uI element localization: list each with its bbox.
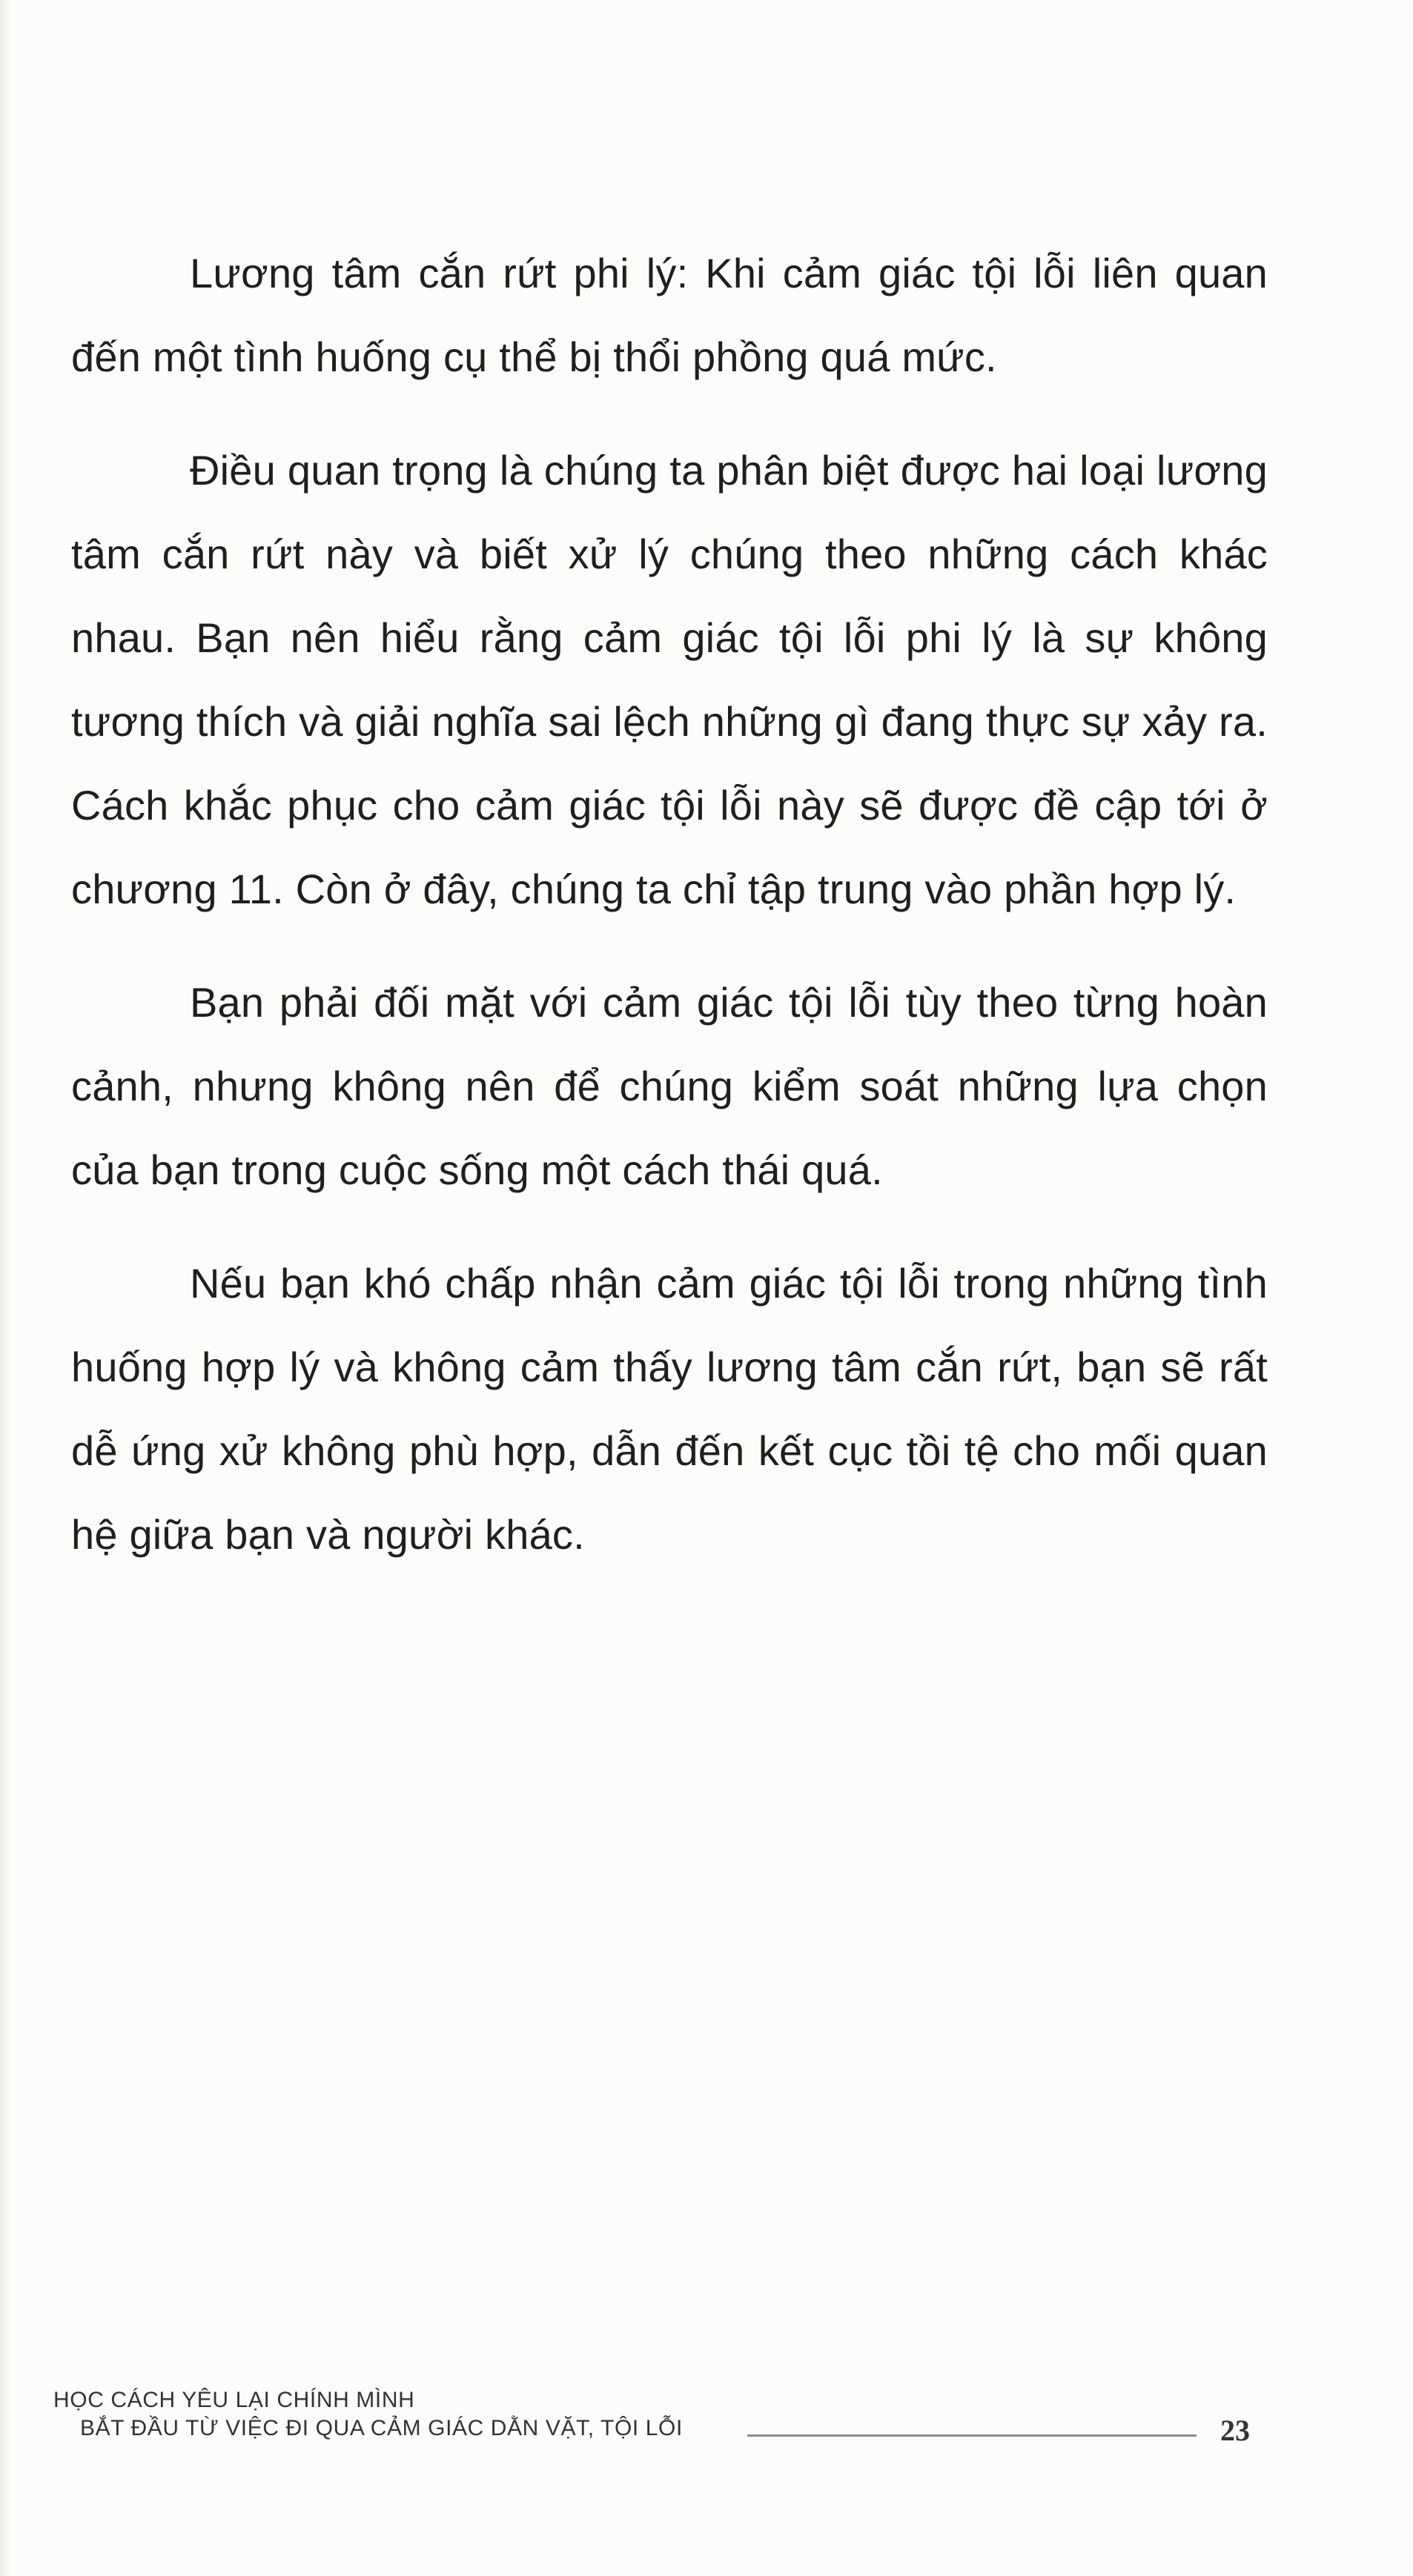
paragraph-face-guilt: Bạn phải đối mặt với cảm giác tội lỗi tùy theo từng hoàn cảnh, nhưng không nên để chúng kiểm soát những lựa chọn của bạn trong cuộc sống một cách thái quá.	[71, 979, 1268, 1193]
running-footer-book-title	[53, 2386, 683, 2443]
paragraph-irrational-guilt: Lương tâm cắn rứt phi lý: Khi cảm giác tội lỗi liên quan đến một tình huống cụ thể bị thổi phồng quá mức.	[71, 250, 1268, 380]
paragraph-accept-guilt: Nếu bạn khó chấp nhận cảm giác tội lỗi trong những tình huống hợp lý và không cảm thấy lương tâm cắn rứt, bạn sẽ rất dễ ứng xử không phù hợp, dẫn đến kết cục tồi tệ cho mối quan hệ giữa bạn và người khác.	[71, 1260, 1268, 1558]
body-text	[71, 231, 1268, 1606]
page-edge-shadow	[0, 0, 10, 2576]
page-number: 23	[1220, 2414, 1250, 2447]
book-title-line-2: BẮT ĐẦU TỪ VIỆC ĐI QUA CẢM GIÁC DẰN VẶT, TỘI LỖI	[80, 2416, 683, 2440]
footer-divider	[747, 2434, 1197, 2437]
book-title-line-1: HỌC CÁCH YÊU LẠI CHÍNH MÌNH	[53, 2388, 415, 2412]
paragraph-distinguish-guilt: Điều quan trọng là chúng ta phân biệt được hai loại lương tâm cắn rứt này và biết xử lý chúng theo những cách khác nhau. Bạn nên hiểu rằng cảm giác tội lỗi phi lý là sự không tương thích và giải nghĩa sai lệch những gì đang thực sự xảy ra. Cách khắc phục cho cảm giác tội lỗi này sẽ được đề cập tới ở chương 11. Còn ở đây, chúng ta chỉ tập trung vào phần hợp lý.	[71, 447, 1268, 912]
